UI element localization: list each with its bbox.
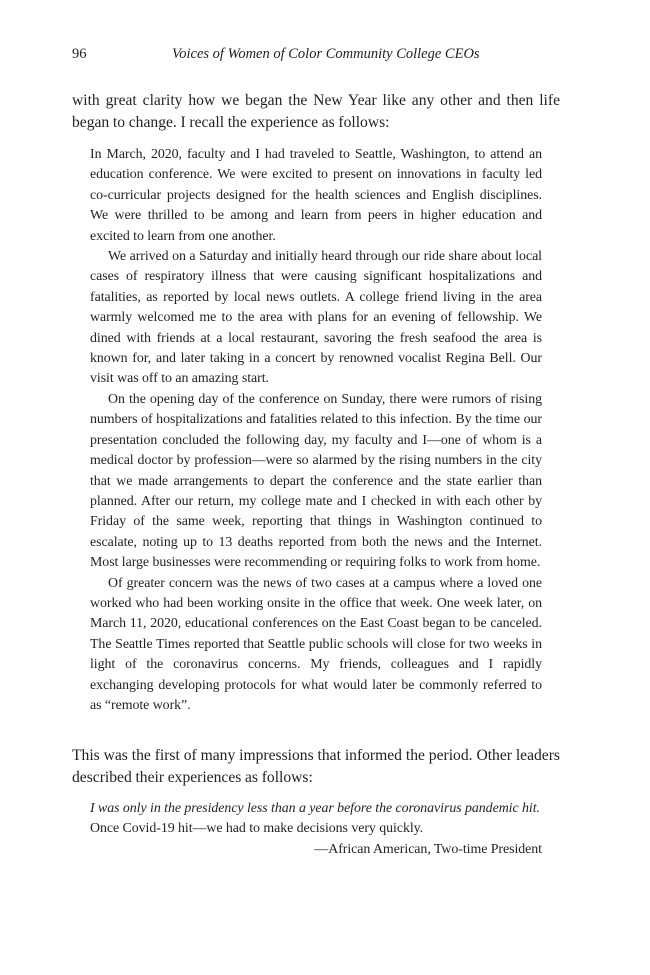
page-number: 96 (72, 46, 87, 62)
quote-italic-text: I was only in the presidency less than a year before the coronavirus pandemic hit. (90, 801, 540, 816)
block-quote-text-continued: Once Covid-19 hit—we had to make decisions very quickly. (90, 821, 424, 837)
quote-attribution: —African American, Two-time President (314, 841, 542, 857)
block-quote-recollection (90, 145, 542, 716)
block-quote-paragraph: On the opening day of the conference on Sunday, there were rumors of rising numbers of hospitalizations and fatalities related to this infection. By the time our presentation concluded the following day, my faculty and I—one of whom is a medical doctor by profession—were so alarmed by the rising numbers in the city that we made arrangements to depart the conference and the state earlier than planned. After our return, my college mate and I checked in with each other by Friday of the same week, reporting that things in Washington continued to escalate, noting up to 13 deaths reported from both the news and the Internet. Most large businesses were recommending or requiring folks to work from home. (90, 391, 542, 571)
block-quote-paragraph: In March, 2020, faculty and I had traveled to Seattle, Washington, to attend an education conference. We were excited to present on innovations in faculty led co-curricular projects designed for the health sciences and English disciplines. We were thrilled to be among and learn from peers in higher education and excited to learn from one another. (90, 147, 542, 244)
body-paragraph-transition: This was the first of many impressions that informed the period. Other leaders described their experiences as follows: (72, 747, 560, 786)
block-quote-leader (90, 799, 542, 860)
block-quote-paragraph: We arrived on a Saturday and initially heard through our ride share about local cases of respiratory illness that were causing significant hospitalizations and fatalities, as reported by local news outlets. A college friend living in the area warmly welcomed me to the area with plans for an evening of fellowship. We dined with friends at a local restaurant, savoring the fresh seafood the area is known for, and later taking in a concert by renowned vocalist Regina Bell. Our visit was off to an amazing start. (90, 249, 542, 387)
running-title: Voices of Women of Color Community College CEOs (172, 46, 480, 62)
body-paragraph-intro: with great clarity how we began the New Year like any other and then life began to change. I recall the experience as follows: (72, 92, 560, 131)
block-quote-paragraph: Of greater concern was the news of two cases at a campus where a loved one worked who had been working onsite in the office that week. One week later, on March 11, 2020, educational conferences on the East Coast began to be canceled. The Seattle Times reported that Seattle public schools will close for two weeks in light of the coronavirus concerns. My friends, colleagues and I rapidly exchanging developing protocols for what would later be commonly referred to as “remote work”. (90, 575, 542, 713)
block-quote-text (90, 799, 542, 819)
running-head (72, 46, 558, 68)
